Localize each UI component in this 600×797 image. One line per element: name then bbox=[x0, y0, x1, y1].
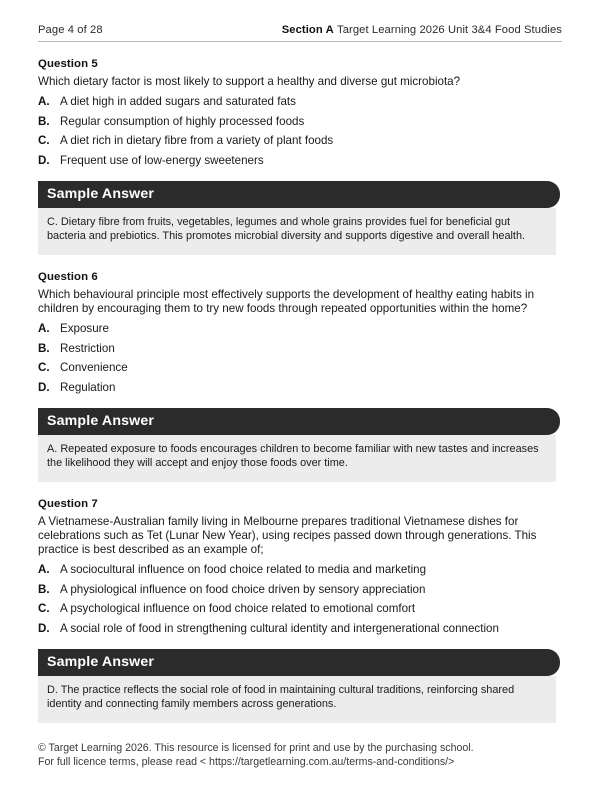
copyright-line: © Target Learning 2026. This resource is licensed for print and use by the purchasing school. bbox=[38, 742, 474, 754]
sample-answer-heading: Sample Answer bbox=[38, 181, 560, 208]
option-letter: D. bbox=[38, 621, 50, 635]
sample-answer-text: D. The practice reflects the social role of food in maintaining cultural traditions, reinforcing shared identity and connecting family members across generations. bbox=[38, 676, 556, 723]
option-letter: A. bbox=[38, 322, 50, 336]
question-title: Question 7 bbox=[38, 497, 98, 510]
option-a[interactable] bbox=[38, 563, 562, 577]
option-text: A diet high in added sugars and saturated fats bbox=[60, 95, 296, 109]
question-options bbox=[38, 563, 562, 636]
option-letter: C. bbox=[38, 361, 50, 375]
option-letter: B. bbox=[38, 114, 50, 128]
option-d[interactable] bbox=[38, 154, 562, 168]
option-text: Exposure bbox=[60, 322, 109, 336]
sample-answer-heading: Sample Answer bbox=[38, 649, 560, 676]
header-section-info bbox=[282, 24, 562, 36]
question-stem: Which behavioural principle most effectively supports the development of healthy eating habits in children by encouraging them to try new foods through repeated opportunities within the home? bbox=[38, 287, 535, 315]
option-letter: C. bbox=[38, 134, 50, 148]
sample-answer-heading: Sample Answer bbox=[38, 408, 560, 435]
page-content bbox=[38, 24, 562, 723]
sample-answer-text: A. Repeated exposure to foods encourages children to become familiar with new tastes and increases the likelihood they will accept and enjoy those foods over time. bbox=[38, 435, 556, 482]
page-header bbox=[38, 24, 562, 42]
option-b[interactable] bbox=[38, 115, 562, 129]
option-text: A sociocultural influence on food choice related to media and marketing bbox=[60, 563, 427, 577]
option-c[interactable] bbox=[38, 602, 562, 616]
question-block-6 bbox=[38, 271, 562, 482]
question-title: Question 5 bbox=[38, 58, 98, 70]
option-letter: B. bbox=[38, 341, 50, 355]
question-options bbox=[38, 322, 562, 395]
question-options bbox=[38, 95, 562, 168]
option-text: Restriction bbox=[60, 341, 115, 355]
option-text: A psychological influence on food choice related to emotional comfort bbox=[60, 602, 416, 616]
option-letter: B. bbox=[38, 582, 50, 596]
option-letter: C. bbox=[38, 602, 50, 616]
option-a[interactable] bbox=[38, 95, 562, 109]
sample-answer-panel bbox=[38, 408, 560, 482]
sample-answer-text: C. Dietary fibre from fruits, vegetables, legumes and whole grains provides fuel for beneficial gut bacteria and prebiotics. This promotes microbial diversity and supports digestive and overall health. bbox=[38, 208, 556, 255]
publication-title: Target Learning 2026 Unit 3&4 Food Studies bbox=[337, 24, 562, 36]
sample-answer-panel bbox=[38, 649, 560, 723]
option-d[interactable] bbox=[38, 381, 562, 395]
option-text: Frequent use of low-energy sweeteners bbox=[60, 153, 264, 167]
sample-answer-panel bbox=[38, 181, 560, 255]
option-text: Regular consumption of highly processed foods bbox=[60, 114, 305, 128]
option-text: A physiological influence on food choice driven by sensory appreciation bbox=[60, 582, 426, 596]
page-footer bbox=[38, 742, 562, 769]
option-a[interactable] bbox=[38, 322, 562, 336]
option-b[interactable] bbox=[38, 583, 562, 597]
option-c[interactable] bbox=[38, 134, 562, 148]
section-label: Section A bbox=[281, 24, 334, 36]
question-block-5 bbox=[38, 58, 562, 255]
question-block-7 bbox=[38, 498, 562, 723]
option-text: Regulation bbox=[60, 380, 116, 394]
option-letter: A. bbox=[38, 95, 50, 109]
page-number-label: Page 4 of 28 bbox=[38, 24, 103, 36]
licence-terms-line: For full licence terms, please read < https://targetlearning.com.au/terms-and-conditions/> bbox=[38, 755, 455, 768]
option-letter: D. bbox=[38, 153, 50, 167]
question-title: Question 6 bbox=[38, 270, 98, 283]
question-stem: A Vietnamese-Australian family living in Melbourne prepares traditional Vietnamese dishes for celebrations such as Tet (Lunar New Year), using recipes passed down through generations. This practice is best described as an example of; bbox=[38, 514, 537, 557]
option-c[interactable] bbox=[38, 361, 562, 375]
option-text: A diet rich in dietary fibre from a variety of plant foods bbox=[60, 134, 334, 148]
question-stem: Which dietary factor is most likely to support a healthy and diverse gut microbiota? bbox=[38, 75, 461, 88]
option-text: A social role of food in strengthening cultural identity and intergenerational connection bbox=[60, 621, 499, 635]
option-text: Convenience bbox=[60, 361, 128, 375]
option-b[interactable] bbox=[38, 342, 562, 356]
option-letter: D. bbox=[38, 380, 50, 394]
option-d[interactable] bbox=[38, 622, 562, 636]
option-letter: A. bbox=[38, 563, 50, 577]
